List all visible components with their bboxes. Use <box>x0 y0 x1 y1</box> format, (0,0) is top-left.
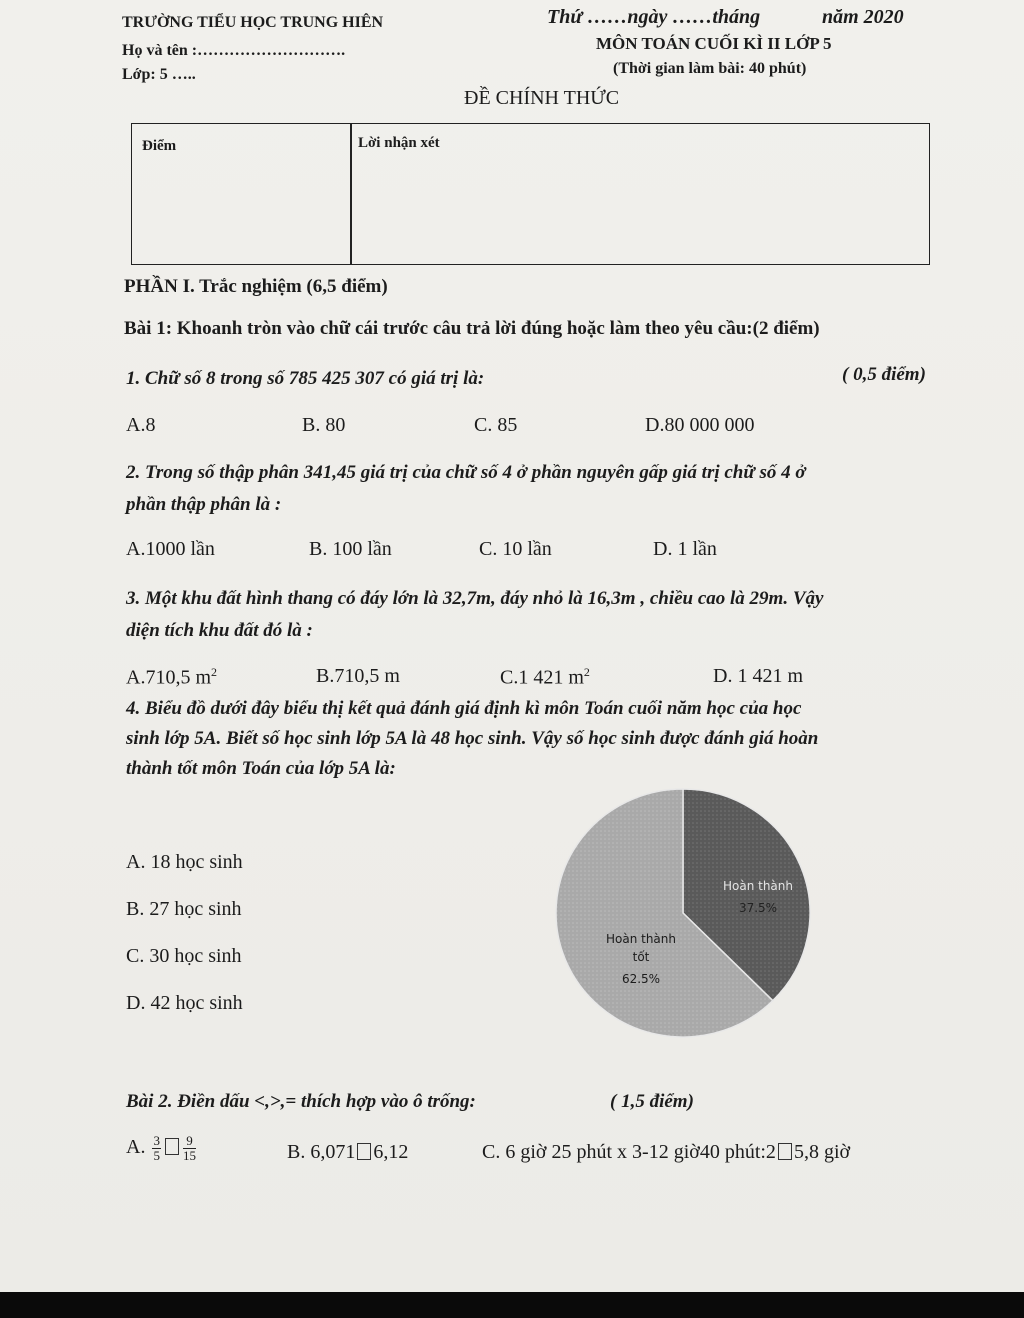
q1-option-a: A.8 <box>126 414 156 436</box>
q3-line1: 3. Một khu đất hình thang có đáy lớn là 32,7m, đáy nhỏ là 16,3m , chiều cao là 29m. Vậy <box>126 588 824 609</box>
date-line: Thứ ……ngày ……tháng <box>547 6 761 28</box>
q2-line1: 2. Trong số thập phân 341,45 giá trị của chữ số 4 ở phần nguyên gấp giá trị chữ số 4 ở <box>126 462 806 483</box>
q2-option-c: C. 10 lần <box>479 538 552 560</box>
fraction-3-5: $\frac{3}{5}$ <box>153 1133 160 1163</box>
bai1-title: Bài 1: Khoanh tròn vào chữ cái trước câu trả lời đúng hoặc làm theo yêu cầu:(2 điểm) <box>124 318 820 339</box>
duration: (Thời gian làm bài: 40 phút) <box>613 60 807 77</box>
grade-table <box>131 123 930 265</box>
q2-option-a: A.1000 lần <box>126 538 215 560</box>
q1-option-c: C. 85 <box>474 414 518 436</box>
q2-line2: phần thập phân là : <box>126 494 282 515</box>
comment-label: Lời nhận xét <box>358 135 440 151</box>
q1-option-d: D.80 000 000 <box>645 414 755 436</box>
slice-label-hoan-thanh-tot: Hoàn thành <box>605 932 677 946</box>
bai2-points: ( 1,5 điểm) <box>610 1091 694 1112</box>
name-label: Họ và tên :………………………. <box>122 42 346 59</box>
score-label: Điểm <box>142 138 177 154</box>
q3-option-c: C.1 421 $m^2$ <box>500 665 590 689</box>
slice-label-hoan-thanh: Hoàn thành <box>722 879 794 893</box>
bottom-bar <box>0 1292 1024 1318</box>
q1-points: ( 0,5 điểm) <box>842 364 926 385</box>
slice-percent-hoan-thanh: 37.5% <box>738 901 778 915</box>
q4-option-a: A. 18 học sinh <box>126 851 243 873</box>
q4-line3: thành tốt môn Toán của lớp 5A là: <box>126 758 396 779</box>
grade-table-divider <box>350 124 352 264</box>
bai2-item-a: A. $\frac{3}{5}$ $\frac{9}{15}$ <box>126 1133 196 1163</box>
q3-option-a: A.710,5 $m^2$ <box>126 665 217 689</box>
bai2-title: Bài 2. Điền dấu <,>,= thích hợp vào ô trống: <box>126 1091 476 1112</box>
bai2-item-b: B. 6,071 6,12 <box>287 1141 409 1163</box>
answer-box-b[interactable] <box>357 1143 371 1160</box>
slice-percent-hoan-thanh-tot: 62.5% <box>621 972 661 986</box>
q4-line1: 4. Biểu đồ dưới đây biểu thị kết quả đánh giá định kì môn Toán cuối năm học của học <box>126 698 802 719</box>
slice-label-hoan-thanh-tot-line2: tốt <box>632 950 650 964</box>
pie-chart <box>548 782 818 1044</box>
subject-title: MÔN TOÁN CUỐI KÌ II LỚP 5 <box>596 34 832 53</box>
fraction-9-15: $\frac{9}{15}$ <box>182 1133 196 1163</box>
answer-box-c[interactable] <box>778 1143 792 1160</box>
q2-option-d: D. 1 lần <box>653 538 717 560</box>
part1-title: PHẦN I. Trắc nghiệm (6,5 điểm) <box>124 276 388 297</box>
q3-option-d: D. 1 421 m <box>713 665 803 687</box>
q1-text: 1. Chữ số 8 trong số 785 425 307 có giá trị là: <box>126 368 485 389</box>
q4-option-c: C. 30 học sinh <box>126 945 242 967</box>
bai2-item-c: C. 6 giờ 25 phút x 3-12 giờ40 phút:2 5,8 giờ <box>482 1141 851 1163</box>
q3-line2: diện tích khu đất đó là : <box>126 620 313 641</box>
year: năm 2020 <box>822 6 904 28</box>
q4-option-d: D. 42 học sinh <box>126 992 243 1014</box>
official-label: ĐỀ CHÍNH THỨC <box>464 87 620 109</box>
school-name: TRƯỜNG TIỂU HỌC TRUNG HIÊN <box>122 14 384 31</box>
answer-box-a[interactable] <box>165 1138 179 1155</box>
q3-option-b: B.710,5 m <box>316 665 400 687</box>
q1-option-b: B. 80 <box>302 414 346 436</box>
q2-option-b: B. 100 lần <box>309 538 392 560</box>
q4-option-b: B. 27 học sinh <box>126 898 242 920</box>
class-label: Lớp: 5 ….. <box>122 66 196 83</box>
q4-line2: sinh lớp 5A. Biết số học sinh lớp 5A là 48 học sinh. Vậy số học sinh được đánh giá hoàn <box>126 728 819 749</box>
